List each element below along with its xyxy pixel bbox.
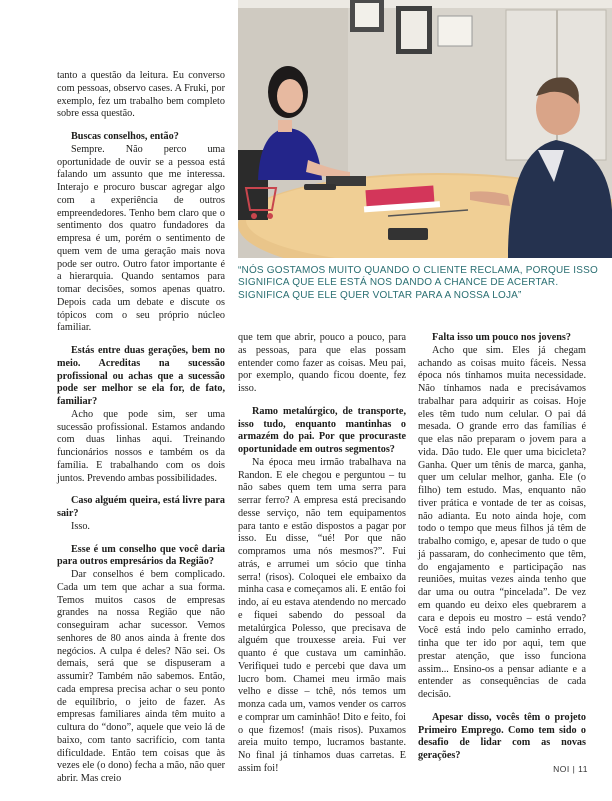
pull-quote: “NÓS GOSTAMOS MUITO QUANDO O CLIENTE RECLAMA, PORQUE ISSO SIGNIFICA QUE ELE ESTÁ NOS DANDO A CHANCE DE ACERTAR. SIGNIFICA QUE ELE QUER VOLTAR PARA A NOSSA LOJA” <box>238 265 598 301</box>
question: Estás entre duas gerações, bem no meio. Acreditas na sucessão profissional ou achas que a sucessão pode ser melhor se ela for, de fato, familiar? <box>57 345 225 407</box>
answer: Acho que sim. Eles já chegam achando as coisas muito fáceis. Nessa época nós tínhamos muita necessidade. Não tínhamos nada e precisávamos trabalhar para adquirir as coisas. Hoje eles têm tudo num celular. O pai dá mesada. O grande erro das famílias é que elas não preparam o jovem para a vida. Dão tudo. Ele quer uma bicicleta? Ganha. Quer um tênis de marca, ganha, quer um celular melhor, ganha. Ele (o filho) tem estudo. Mas, enquanto não tiver prática e vontade de ter as coisas, não adianta. Eu noto ainda hoje, com todo o tempo que meus filhos já têm de trabalho comigo, e, apesar de tudo o que já passaram, do conhecimento que têm, do engajamento e participação nas reuniões, muitas vezes ainda tenho que dar uma ou outra “pincelada”. De vez em quando eu deixo eles quebrarem a cara e depois eu mostro – está vendo? Você está indo pelo caminho errado, tinha que ter ido por aqui, tem que prestar atenção, que isso funciona assim... Ensino-os a pensar adiante e a entender as consequências de cada decisão. <box>418 344 586 700</box>
wall-frame-inner <box>401 11 427 49</box>
page-number: NOI | 11 <box>553 764 588 774</box>
phone <box>304 184 336 190</box>
neck <box>278 120 292 132</box>
interview-illustration <box>238 0 612 258</box>
face <box>277 79 303 113</box>
interview-photo <box>238 0 612 258</box>
question: Falta isso um pouco nos jovens? <box>432 332 571 343</box>
paragraph: que tem que abrir, pouco a pouco, para as pessoas, para que elas possam entender como fazer as coisas. Meu pai, por exemplo, quando ficou doente, fez isso. <box>238 332 406 394</box>
cart-wheel <box>267 213 273 219</box>
question: Ramo metalúrgico, de transporte, isso tudo, enquanto mantinhas o armazém do pai. Por que procuraste oportunidade em outros segmentos? <box>238 405 406 455</box>
text-column-2 <box>238 332 406 776</box>
answer: Na época meu irmão trabalhava na Randon. E ele chegou e perguntou – tu não sabes quem tem uma serra para serrar ferro? A empresa está precisando desse serviço, não tem equipamentos para tanto e estão dispostos a pagar por isso. Eu disse, “ué! Por que não compramos uma nós mesmos?”. Fui atrás, e arrumei um sócio que tinha serra! (risos). Coloquei ele embaixo da minha casa e começamos ali. E então foi indo, aí eu estava atendendo no mercado e fiquei sabendo do pessoal da metalúrgica Polesso, que precisava de alguém que trouxesse areia. Fui ver quanto é que custava um caminhão. Verifiquei tudo e percebi que dava um lucro bom. Chamei meu irmão mais velho e disse – tchê, nós temos um monza cada um, vamos vender os carros e comprar um caminhão! Dito e feito, foi o que fizemos! (mais risos). Puxamos areia muito tempo, lucramos bastante. No final já tínhamos duas carretas. E assim foi! <box>238 456 406 774</box>
answer: Isso. <box>71 520 90 532</box>
text-column-3 <box>418 332 586 763</box>
question: Caso alguém queira, está livre para sair? <box>57 495 225 519</box>
phone <box>388 228 428 240</box>
cart-wheel <box>251 213 257 219</box>
question: Esse é um conselho que você daria para outros empresários da Região? <box>57 543 225 568</box>
paragraph: tanto a questão da leitura. Eu converso com pessoas, observo cases. A Fruki, por exemplo, fez um trabalho bem completo sobre essa questão. <box>57 70 225 120</box>
wall-frame-inner <box>355 3 379 27</box>
text-column-1 <box>57 70 225 786</box>
wall-certificate <box>438 16 472 46</box>
answer: Acho que pode sim, ser uma sucessão profissional. Estamos andando com duas linhas aqui. Treinando funcionários nossos e também os da família. E trabalhando com os dois juntos. Prevendo ambas possibilidades. <box>57 408 225 484</box>
question: Buscas conselhos, então? <box>71 131 179 142</box>
answer: Sempre. Não perco uma oportunidade de ouvir se a pessoa está falando um assunto que me interessa. Interajo e procuro buscar agregar algo com a experiência de outros empreendedores. Tenho bem claro que o sentimento dos quatro fundadores da empresa é um, porém o sentimento de quem vem de uma geração mais nova pode ser outro. Outro fator importante é a hierarquia. Quando sentamos para tomar decisões, somos apenas quatro. Depois cada um debate e discute os tópicos com o seu próprio núcleo familiar. <box>57 143 225 334</box>
question: Apesar disso, vocês têm o projeto Primeiro Emprego. Como tem sido o desafio de lidar com as novas gerações? <box>418 711 586 761</box>
answer: Dar conselhos é bem complicado. Cada um tem que achar a sua forma. Temos muitos casos de empresas grandes na nossa Região que não conseguiram achar sucessor. Vemos senhores de 80 anos ainda à frente dos negócios. A culpa é deles? Não sei. Os demais, será que se dispuseram a assumir? Também não sabemos. Então, cada empresa precisa achar o seu ponto de equilíbrio, o jeito de fazer. As empresas familiares ainda têm muito a cultura do “dono”, aquele que veio lá de baixo, com tanto sacrifício, com tanta dificuldade. Então tem coisas que às vezes ele (o dono) fecha a mão, não quer abrir. Mas creio <box>57 569 225 784</box>
